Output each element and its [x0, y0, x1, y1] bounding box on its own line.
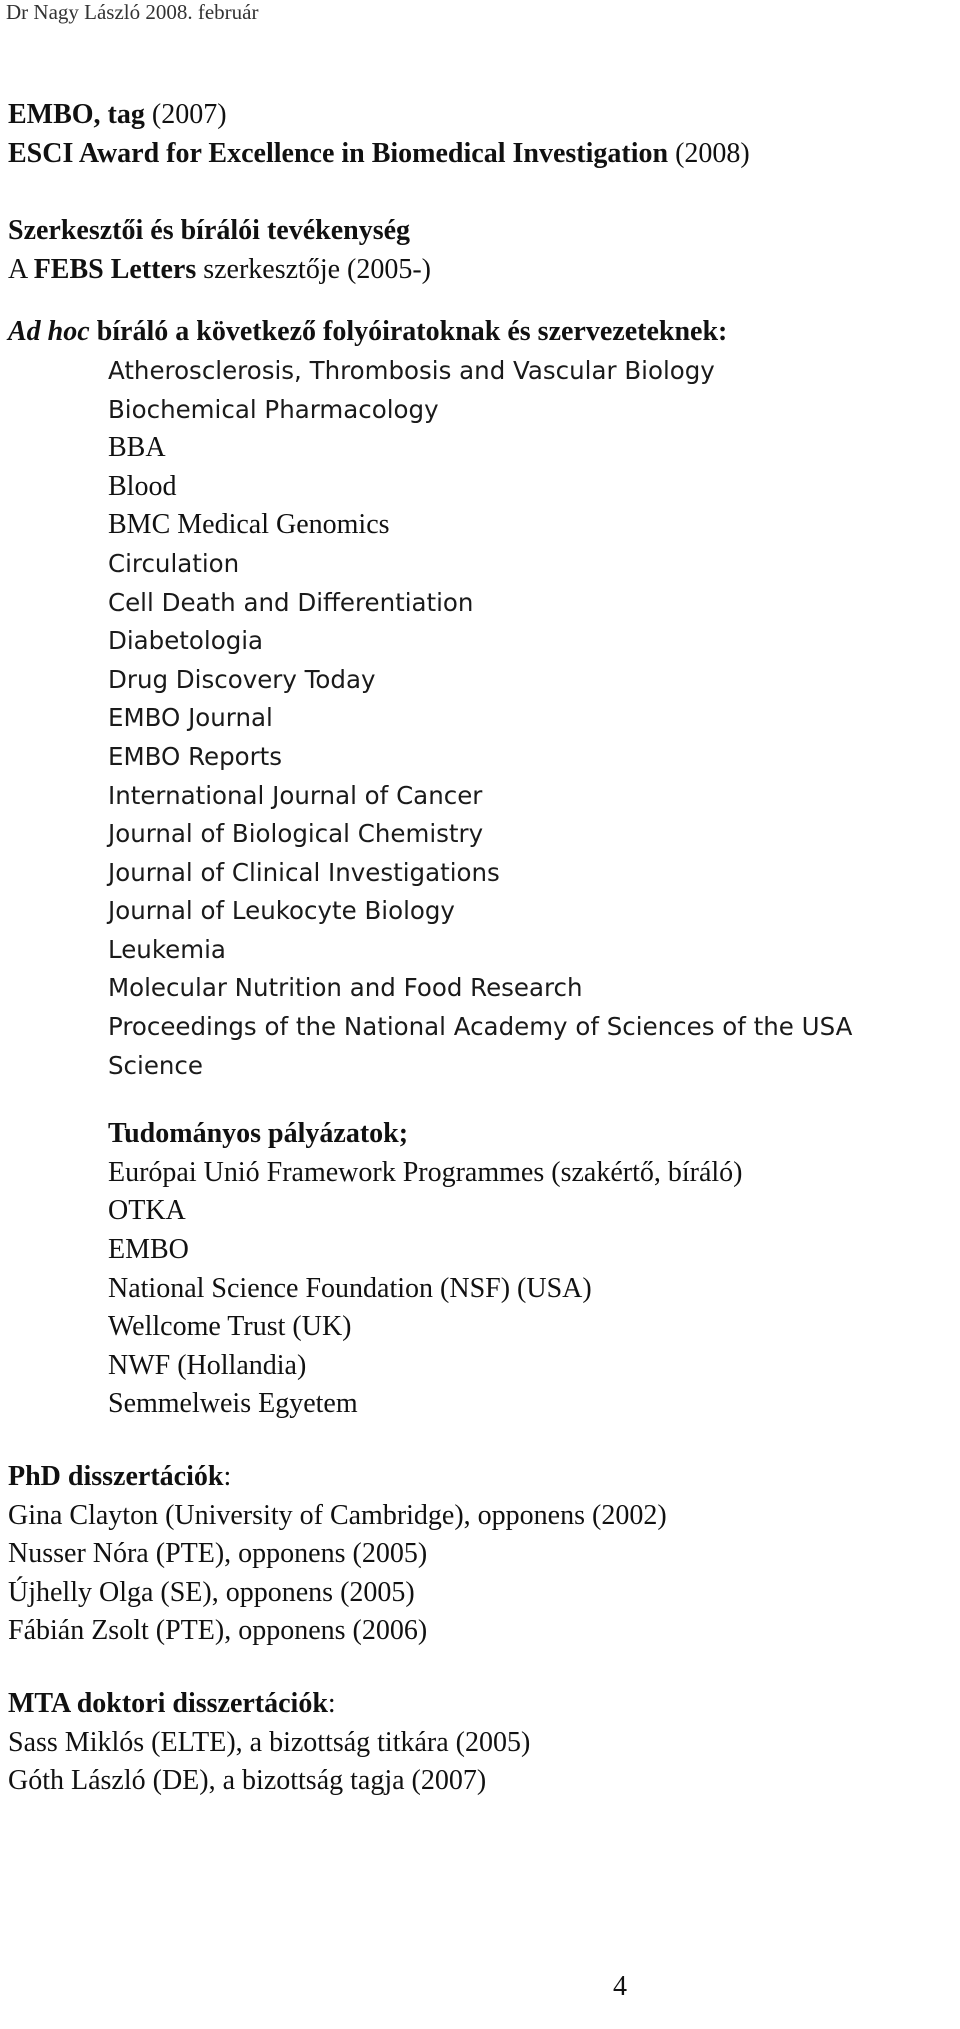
- mta-item: Góth László (DE), a bizottság tagja (2007): [8, 1765, 487, 1797]
- award-name: ESCI Award for Excellence in Biomedical Investigation: [8, 137, 669, 169]
- journal-item: Blood: [108, 470, 177, 502]
- journal-item: Diabetologia: [108, 626, 264, 656]
- editorial-section: [8, 212, 953, 289]
- mta-section: [8, 1685, 953, 1801]
- grant-item: EMBO: [108, 1234, 189, 1266]
- adhoc-heading: [8, 313, 953, 352]
- journal-item: EMBO Journal: [108, 703, 273, 733]
- section-spacer: [8, 1085, 953, 1115]
- journal-item: Atherosclerosis, Thrombosis and Vascular Biology: [108, 355, 715, 385]
- journal-item: Science: [108, 1050, 203, 1080]
- document-body: [8, 96, 953, 1801]
- grant-item: Semmelweis Egyetem: [108, 1388, 358, 1420]
- section-spacer: [8, 173, 953, 212]
- award-item: [8, 96, 953, 135]
- journal-item: International Journal of Cancer: [108, 780, 483, 810]
- page-header: Dr Nagy László 2008. február: [6, 0, 259, 24]
- phd-heading: [8, 1458, 953, 1497]
- award-year: (2008): [668, 137, 750, 169]
- journal-item: Journal of Biological Chemistry: [108, 819, 484, 849]
- grant-item: Európai Unió Framework Programmes (szakértő, bíráló): [108, 1156, 743, 1188]
- adhoc-section: [8, 313, 953, 1085]
- mta-heading-text: MTA doktori disszertációk: [8, 1687, 328, 1719]
- award-name: EMBO, tag: [8, 99, 145, 130]
- phd-item: Gina Clayton (University of Cambridge), opponens (2002): [8, 1499, 667, 1531]
- phd-section: [8, 1458, 953, 1651]
- phd-heading-text: PhD disszertációk: [8, 1461, 224, 1492]
- mta-heading: [8, 1685, 953, 1724]
- award-item: [8, 135, 953, 174]
- grant-item: NWF (Hollandia): [108, 1349, 307, 1381]
- phd-item: Újhelly Olga (SE), opponens (2005): [8, 1576, 415, 1608]
- editorial-journal: FEBS Letters: [33, 253, 197, 285]
- editorial-heading: Szerkesztői és bírálói tevékenység: [8, 215, 411, 247]
- editorial-line: [8, 251, 953, 290]
- journal-item: Molecular Nutrition and Food Research: [108, 973, 583, 1003]
- journal-item: Drug Discovery Today: [108, 664, 376, 694]
- mta-item: Sass Miklós (ELTE), a bizottság titkára (2005): [8, 1726, 531, 1758]
- journal-item: Leukemia: [108, 934, 226, 964]
- mta-heading-colon: :: [327, 1687, 336, 1719]
- grant-item: OTKA: [108, 1195, 186, 1227]
- journal-item: BMC Medical Genomics: [108, 509, 390, 541]
- grant-item: National Science Foundation (NSF) (USA): [108, 1272, 592, 1304]
- grant-item: Wellcome Trust (UK): [108, 1311, 352, 1343]
- journal-item: Proceedings of the National Academy of Sciences of the USA: [108, 1012, 853, 1042]
- grants-heading: Tudományos pályázatok;: [108, 1118, 409, 1150]
- journal-item: Circulation: [108, 548, 240, 578]
- editorial-suffix: szerkesztője (2005-): [196, 253, 432, 285]
- journal-item: Cell Death and Differentiation: [108, 587, 474, 617]
- editorial-prefix: A: [8, 253, 34, 285]
- page-number: 4: [613, 1971, 627, 2002]
- adhoc-heading-italic: Ad hoc: [8, 316, 90, 348]
- award-year: (2007): [144, 99, 227, 130]
- journal-item: EMBO Reports: [108, 741, 283, 771]
- section-spacer: [8, 1651, 953, 1685]
- journal-item: Biochemical Pharmacology: [108, 394, 439, 424]
- journal-item: Journal of Leukocyte Biology: [108, 896, 455, 926]
- adhoc-heading-text: bíráló a következő folyóiratoknak és szervezeteknek:: [89, 316, 728, 348]
- phd-item: Nusser Nóra (PTE), opponens (2005): [8, 1538, 428, 1570]
- journal-item: Journal of Clinical Investigations: [108, 857, 500, 887]
- section-spacer: [8, 1424, 953, 1458]
- phd-heading-colon: :: [223, 1461, 232, 1492]
- grants-section: [8, 1115, 953, 1424]
- section-spacer: [8, 289, 953, 313]
- phd-item: Fábián Zsolt (PTE), opponens (2006): [8, 1615, 428, 1647]
- journal-item: BBA: [108, 432, 166, 464]
- awards-section: [8, 96, 953, 173]
